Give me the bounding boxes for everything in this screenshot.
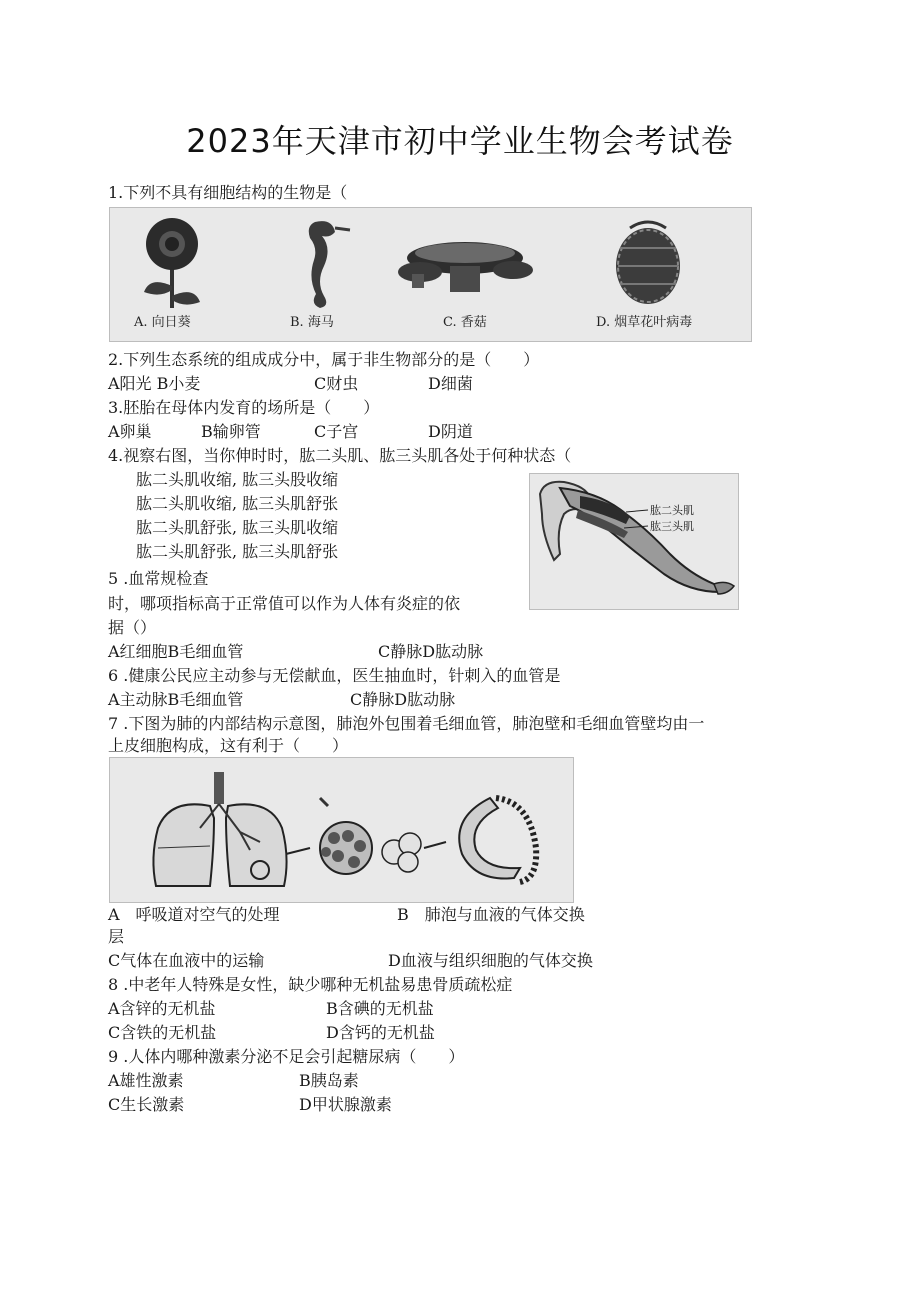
question-5-stem-line3: 据（） bbox=[108, 618, 157, 637]
question-3-stem: 3.胚胎在母体内发育的场所是（ ） bbox=[108, 398, 380, 417]
sunflower-image bbox=[144, 218, 200, 308]
q1-option-d: D. 烟草花叶病毒 bbox=[596, 315, 693, 330]
q7-option-d: D血液与组织细胞的气体交换 bbox=[388, 951, 593, 970]
question-2-stem: 2.下列生态系统的组成成分中，属于非生物部分的是（ ） bbox=[108, 350, 540, 369]
q8-option-a: A含锌的无机盐 bbox=[108, 999, 216, 1018]
q1-option-a: A. 向日葵 bbox=[134, 315, 191, 330]
q1-option-c: C. 香菇 bbox=[443, 315, 487, 330]
alveoli-image bbox=[320, 798, 446, 874]
q7-option-b: B 肺泡与血液的气体交换 bbox=[397, 905, 585, 924]
virus-image bbox=[616, 222, 680, 304]
capillary-image bbox=[459, 798, 536, 882]
triceps-label: 肱三头肌 bbox=[650, 520, 694, 533]
question-7-stem: 7 .下图为肺的内部结构示意图，肺泡外包围着毛细血管，肺泡壁和毛细血管壁均由一 bbox=[108, 714, 705, 733]
q8-option-d: D含钙的无机盐 bbox=[326, 1023, 435, 1042]
page-title: 2023年天津市初中学业生物会考试卷 bbox=[186, 122, 734, 160]
question-8-stem: 8 .中老年人特殊是女性，缺少哪种无机盐易患骨质疏松症 bbox=[108, 975, 513, 994]
question-4-stem: 4.视察右图，当你伸时时，肱二头肌、肱三头肌各处于何种状态（ bbox=[108, 446, 572, 465]
q8-option-c: C含铁的无机盐 bbox=[108, 1023, 217, 1042]
q4-option-3: 肱二头肌舒张, 肱三头肌收缩 bbox=[136, 518, 339, 537]
question-5-stem: 5 .血常规检查 bbox=[108, 569, 209, 588]
lung-structure-figure bbox=[109, 757, 574, 903]
q8-option-b: B含碘的无机盐 bbox=[326, 999, 434, 1018]
lungs-image bbox=[153, 772, 310, 886]
q3-option-c: C子宫 bbox=[314, 422, 359, 441]
question-1-stem: 1.下列不具有细胞结构的生物是（ bbox=[108, 183, 348, 202]
q1-figure bbox=[109, 207, 752, 342]
q2-option-d: D细菌 bbox=[428, 374, 473, 393]
q4-option-4: 肱二头肌舒张, 肱三头肌舒张 bbox=[136, 542, 339, 561]
q9-option-d: D甲状腺激素 bbox=[299, 1095, 392, 1114]
question-6-stem: 6 .健康公民应主动参与无偿献血，医生抽血时，针刺入的血管是 bbox=[108, 666, 561, 685]
q7-layer-text: 层 bbox=[108, 927, 125, 946]
seahorse-image bbox=[309, 221, 350, 308]
question-9-stem: 9 .人体内哪种激素分泌不足会引起糖尿病（ ） bbox=[108, 1047, 465, 1066]
arm-muscle-figure bbox=[529, 473, 739, 610]
question-7-stem-line2: 上皮细胞构成，这有利于（ ） bbox=[108, 736, 349, 755]
q2-option-ab: A阳光 B小麦 bbox=[108, 374, 201, 393]
q6-option-ab: A主动脉B毛细血管 bbox=[108, 690, 244, 709]
q6-option-cd: C静脉D肱动脉 bbox=[350, 690, 456, 709]
mushroom-image bbox=[398, 242, 533, 292]
q4-option-1: 肱二头肌收缩, 肱三头股收缩 bbox=[136, 470, 339, 489]
q3-option-d: D阴道 bbox=[428, 422, 473, 441]
q3-option-b: B输卵管 bbox=[201, 422, 261, 441]
q9-option-b: B胰岛素 bbox=[299, 1071, 359, 1090]
biceps-label: 肱二头肌 bbox=[650, 504, 694, 517]
q5-option-cd: C静脉D肱动脉 bbox=[378, 642, 484, 661]
q5-option-ab: A红细胞B毛细血管 bbox=[108, 642, 244, 661]
q7-option-c: C气体在血液中的运输 bbox=[108, 951, 265, 970]
q4-option-2: 肱二头肌收缩, 肱三头肌舒张 bbox=[136, 494, 339, 513]
q1-option-b: B. 海马 bbox=[290, 315, 334, 330]
q9-option-a: A雄性激素 bbox=[108, 1071, 184, 1090]
q9-option-c: C生长激素 bbox=[108, 1095, 185, 1114]
q3-option-a: A卵巢 bbox=[108, 422, 152, 441]
q7-option-a: A 呼吸道对空气的处理 bbox=[108, 905, 280, 924]
q2-option-c: C财虫 bbox=[314, 374, 359, 393]
question-5-stem-line2: 时，哪项指标高于正常值可以作为人体有炎症的依 bbox=[108, 594, 461, 613]
